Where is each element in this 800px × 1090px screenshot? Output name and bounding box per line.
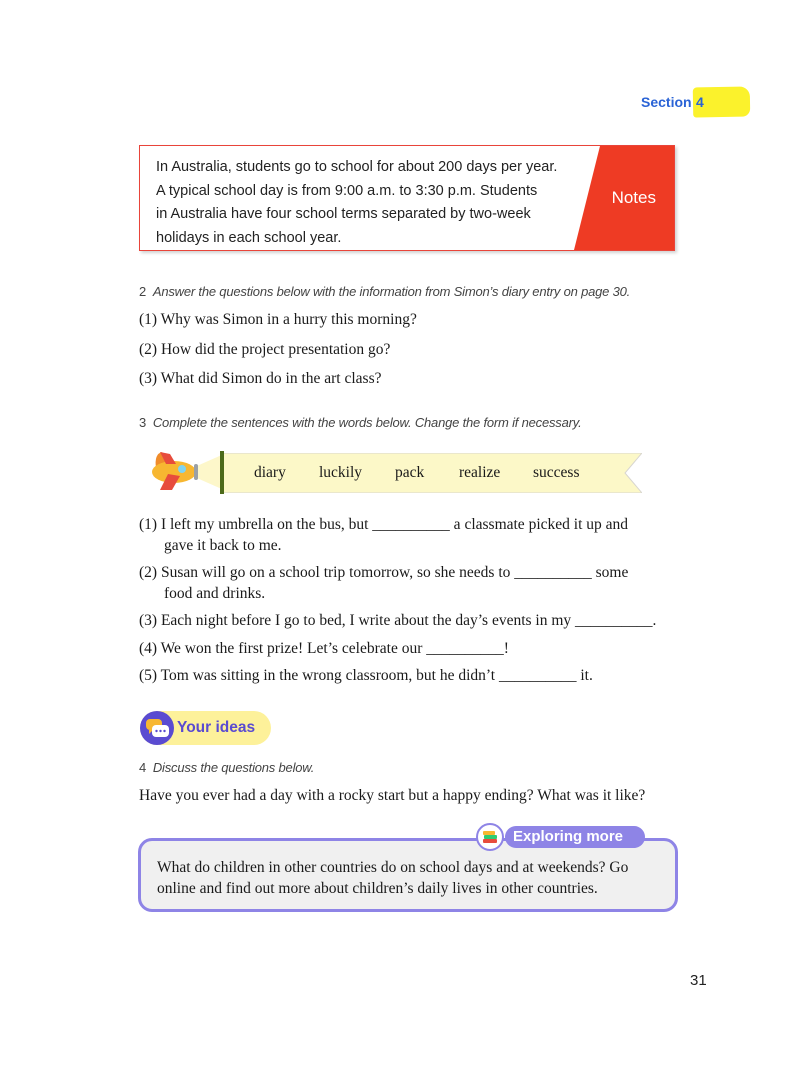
- exercise-2-instruction: [139, 284, 630, 299]
- word-bank: [254, 464, 580, 482]
- discussion-question: Have you ever had a day with a rocky start but a happy ending? What was it like?: [139, 787, 646, 804]
- word-bank-item: realize: [459, 464, 501, 481]
- sentence-1-cont: gave it back to me.: [164, 537, 282, 554]
- exploring-more-label: Exploring more: [513, 828, 624, 845]
- section-number: 4: [696, 94, 704, 110]
- notes-box: [139, 145, 675, 251]
- exercise-number: 4: [139, 760, 147, 775]
- books-icon: [476, 823, 504, 851]
- word-bank-item: diary: [254, 464, 286, 481]
- word-bank-item: success: [533, 464, 580, 481]
- page-number: 31: [690, 972, 707, 989]
- notes-label: Notes: [611, 188, 656, 207]
- question-3: (3) What did Simon do in the art class?: [139, 370, 382, 387]
- sentence-2: (2) Susan will go on a school trip tomorrow, so she needs to __________ some: [139, 564, 629, 581]
- notes-line: A typical school day is from 9:00 a.m. to 3:30 p.m. Students: [156, 182, 538, 199]
- exercise-number: 2: [139, 284, 147, 299]
- exercise-3-instruction: [139, 415, 582, 430]
- question-1: (1) Why was Simon in a hurry this morning?: [139, 311, 417, 328]
- notes-line: In Australia, students go to school for about 200 days per year.: [156, 159, 558, 175]
- sentence-5: (5) Tom was sitting in the wrong classroom, but he didn’t __________ it.: [139, 667, 593, 684]
- word-bank-item: luckily: [319, 464, 363, 481]
- notes-line: in Australia have four school terms separated by two-week: [156, 206, 531, 222]
- instruction-text: Answer the questions below with the information from Simon’s diary entry on page 30.: [152, 284, 631, 299]
- word-bank-item: pack: [395, 464, 425, 481]
- exploring-more-text: What do children in other countries do on school days and at weekends? Go online and find out more about children’s daily lives in other countries.: [157, 859, 629, 897]
- notes-text: [156, 156, 596, 250]
- instruction-text: Complete the sentences with the words below. Change the form if necessary.: [152, 415, 582, 430]
- your-ideas-label: Your ideas: [177, 719, 256, 736]
- exercise-number: 3: [139, 415, 147, 430]
- notes-line: holidays in each school year.: [156, 229, 342, 246]
- sentence-3: (3) Each night before I go to bed, I write about the day’s events in my __________.: [139, 612, 657, 629]
- question-2: (2) How did the project presentation go?: [139, 341, 391, 358]
- sentence-1: (1) I left my umbrella on the bus, but __________ a classmate picked it up and: [139, 516, 628, 533]
- word-bank-bar: [220, 451, 224, 494]
- sentence-4: (4) We won the first prize! Let’s celebrate our __________!: [139, 640, 509, 657]
- exercise-4-instruction: [139, 760, 314, 775]
- speech-bubbles-icon: [140, 711, 174, 745]
- instruction-text: Discuss the questions below.: [152, 760, 315, 775]
- section-label: Section: [641, 94, 692, 110]
- sentence-2-cont: food and drinks.: [164, 585, 266, 602]
- airplane-icon: [148, 446, 228, 498]
